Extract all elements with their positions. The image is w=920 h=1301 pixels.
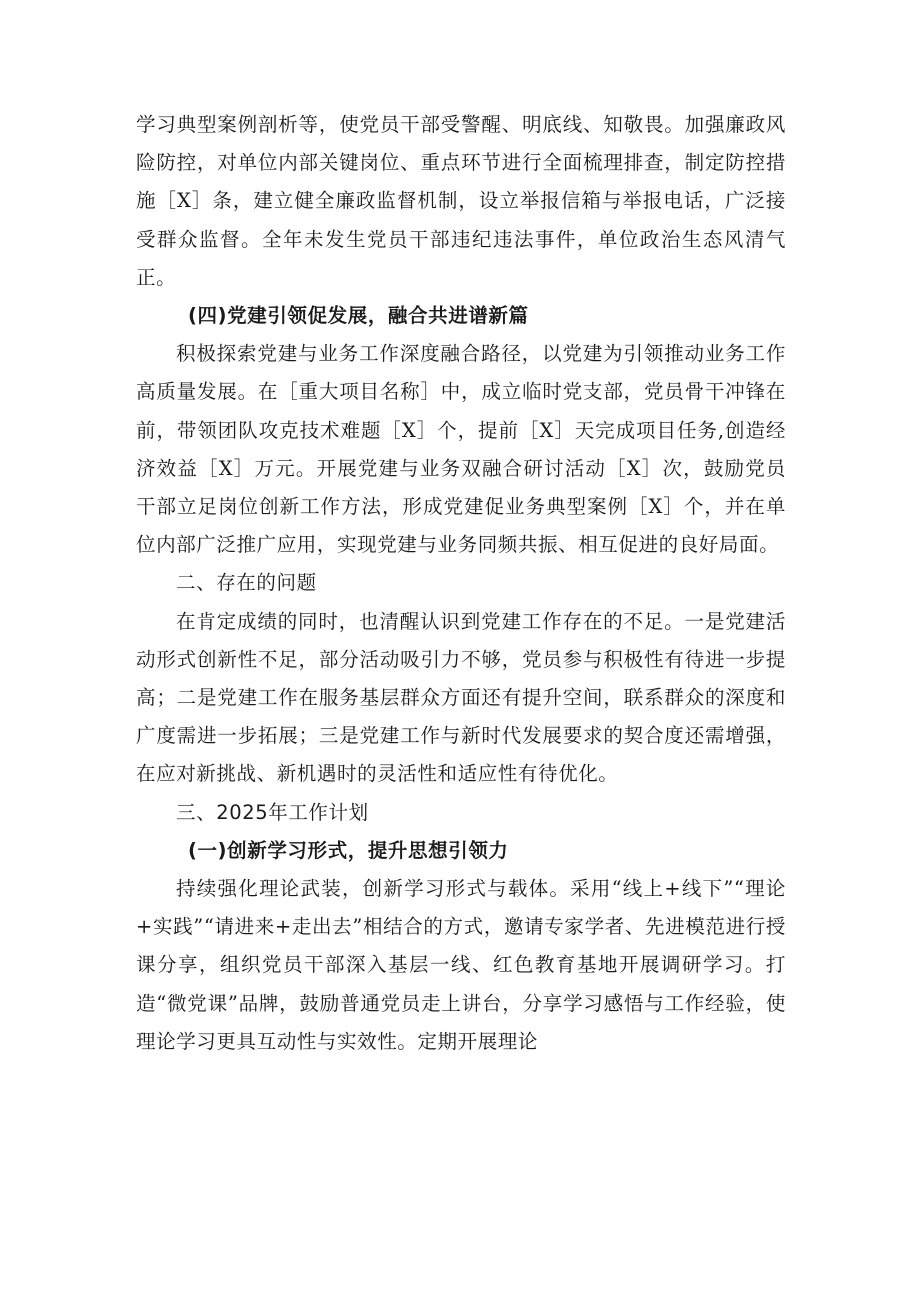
heading-existing-problems: 二、存在的问题 [176, 571, 317, 595]
heading-work-plan-2025: 三、2025年工作计划 [176, 800, 369, 824]
paragraph-integrity-supervision: 学习典型案例剖析等，使党员干部受警醒、明底线、知敬畏。加强廉政风险防控，对单位内部关键岗位、重点环节进行全面梳理排查，制定防控措施［X］条，建立健全廉政监督机制，设立举报信箱与举报电话，广泛接受群众监督。全年未发生党员干部违纪违法事件，单位政治生态风清气正。 [136, 113, 786, 289]
document-body [136, 106, 786, 1061]
paragraph-problems: 在肯定成绩的同时，也清醒认识到党建工作存在的不足。一是党建活动形式创新性不足，部分活动吸引力不够，党员参与积极性有待进一步提高；二是党建工作在服务基层群众方面还有提升空间，联系群众的深度和广度需进一步拓展；三是党建工作与新时代发展要求的契合度还需增强，在应对新挑战、新机遇时的灵活性和适应性有待优化。 [136, 609, 786, 786]
heading-party-building-development: (四)党建引领促发展，融合共进谱新篇 [188, 304, 529, 328]
heading-innovate-learning: (一)创新学习形式，提升思想引领力 [188, 838, 509, 862]
paragraph-learning-plan: 持续强化理论武装，创新学习形式与载体。采用“线上+线下”“理论+实践”“请进来+走出去”相结合的方式，邀请专家学者、先进模范进行授课分享，组织党员干部深入基层一线、红色教育基地开展调研学习。打造“微党课”品牌，鼓励普通党员走上讲台，分享学习感悟与工作经验，使理论学习更具互动性与实效性。定期开展理论 [136, 877, 786, 1053]
paragraph-integration: 积极探索党建与业务工作深度融合路径，以党建为引领推动业务工作高质量发展。在［重大项目名称］中，成立临时党支部，党员骨干冲锋在前，带领团队攻克技术难题［X］个，提前［X］天完成项目任务,创造经济效益［X］万元。开展党建与业务双融合研讨活动［X］次，鼓励党员干部立足岗位创新工作方法，形成党建促业务典型案例［X］个，并在单位内部广泛推广应用，实现党建与业务同频共振、相互促进的良好局面。 [136, 342, 786, 557]
